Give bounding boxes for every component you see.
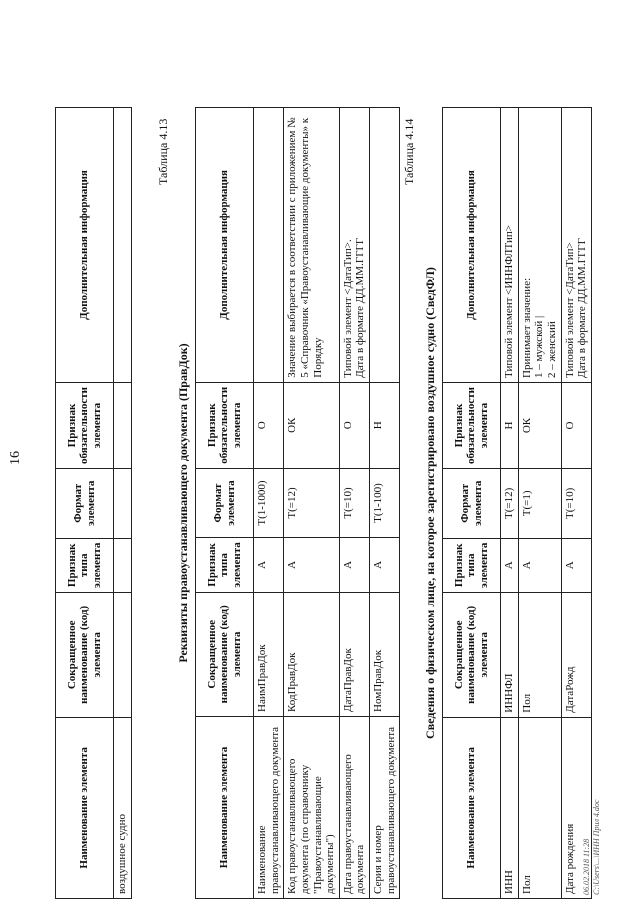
- cell-info: Типовой элемент <ИННФЛТип>: [501, 108, 519, 383]
- col-header-type: Признак типа элемента: [443, 538, 501, 592]
- cell-type: А: [339, 538, 369, 592]
- cell-code: [114, 592, 132, 717]
- cell-type: А: [518, 538, 561, 592]
- cell-required: Н: [501, 382, 519, 468]
- table-row: [339, 108, 369, 899]
- cell-name: воздушное судно: [114, 717, 132, 898]
- cell-name: Дата рождения: [561, 717, 591, 898]
- table-row: [114, 108, 132, 899]
- cell-format: [114, 469, 132, 539]
- cell-format: Т(1-1000): [254, 468, 284, 537]
- cell-type: А: [370, 538, 400, 592]
- cell-code: НомПравДок: [370, 592, 400, 716]
- cell-type: А: [561, 538, 591, 592]
- table-row: [370, 108, 400, 899]
- cell-type: А: [501, 538, 519, 592]
- file-stamp: [582, 800, 601, 895]
- table-4-13: [195, 107, 400, 899]
- col-header-required: Признак обязательности элемента: [196, 382, 254, 468]
- cell-info: [370, 108, 400, 383]
- cell-code: ИННФЛ: [501, 592, 519, 717]
- col-header-code: Сокращенное наименование (код) элемента: [196, 592, 254, 716]
- col-header-name: Наименование элемента: [443, 717, 501, 898]
- cell-format: Т(=12): [284, 468, 340, 537]
- cell-name: Пол: [518, 717, 561, 898]
- continuation-table-header: [56, 108, 114, 899]
- cell-type: [114, 538, 132, 592]
- cell-info: Значение выбирается в соответствии с приложением № 5 «Справочник «Правоустанавливающие документы» к Порядку: [284, 108, 340, 383]
- file-stamp-path: C:\Users\...\ИНН Прил 4.doc: [591, 799, 601, 895]
- cell-code: КодПравДок: [284, 592, 340, 716]
- col-header-type: Признак типа элемента: [196, 538, 254, 592]
- continuation-table: [55, 107, 132, 899]
- col-header-format: Формат элемента: [443, 469, 501, 539]
- cell-format: Т(=10): [561, 469, 591, 539]
- table-row: [501, 108, 519, 899]
- cell-name: Наименование правоустанавливающего документа: [254, 717, 284, 899]
- cell-name: ИНН: [501, 717, 519, 898]
- col-header-format: Формат элемента: [196, 468, 254, 537]
- cell-required: О: [339, 382, 369, 468]
- table-4-14: [442, 107, 592, 899]
- cell-type: А: [254, 538, 284, 592]
- cell-required: ОК: [284, 382, 340, 468]
- col-header-required: Признак обязательности элемента: [443, 382, 501, 468]
- cell-info: Типовой элемент <ДатаТип>. Дата в формате ДД.ММ.ГГГГ: [339, 108, 369, 383]
- cell-name: Дата правоустанавливающего документа: [339, 717, 369, 899]
- table-4-14-caption: Таблица 4.14: [402, 118, 416, 185]
- cell-code: Пол: [518, 592, 561, 717]
- cell-required: О: [254, 382, 284, 468]
- cell-code: НаимПравДок: [254, 592, 284, 716]
- cell-info: [254, 108, 284, 383]
- cell-info: [114, 108, 132, 383]
- col-header-required: Признак обязательности элемента: [56, 382, 114, 468]
- col-header-format: Формат элемента: [56, 469, 114, 539]
- col-header-info: Дополнительная информация: [196, 108, 254, 383]
- col-header-name: Наименование элемента: [196, 717, 254, 899]
- table-4-14-title: Сведения о физическом лице, на которое зарегистрировано воздушное судно (СведФЛ): [423, 267, 437, 739]
- cell-name: Серия и номер правоустанавливающего документа: [370, 717, 400, 899]
- cell-required: ОК: [518, 382, 561, 468]
- col-header-code: Сокращенное наименование (код) элемента: [56, 592, 114, 717]
- col-header-name: Наименование элемента: [56, 717, 114, 898]
- cell-format: Т(=12): [501, 469, 519, 539]
- cell-format: Т(1-100): [370, 468, 400, 537]
- table-row: [284, 108, 340, 899]
- cell-type: А: [284, 538, 340, 592]
- cell-code: ДатаПравДок: [339, 592, 369, 716]
- cell-format: Т(=1): [518, 469, 561, 539]
- cell-required: [114, 382, 132, 468]
- cell-required: Н: [370, 382, 400, 468]
- table-row: [254, 108, 284, 899]
- col-header-info: Дополнительная информация: [443, 108, 501, 383]
- cell-info: Принимает значение: 1 – мужской | 2 – женский: [518, 108, 561, 383]
- page-number: 16: [8, 451, 23, 465]
- table-4-13-caption: Таблица 4.13: [156, 118, 170, 185]
- table-4-13-title: Реквизиты правоустанавливающего документа (ПравДок): [176, 343, 190, 663]
- table-row: [561, 108, 591, 899]
- cell-info: Типовой элемент <ДатаТип> Дата в формате ДД.ММ.ГГГГ: [561, 108, 591, 383]
- col-header-code: Сокращенное наименование (код) элемента: [443, 592, 501, 717]
- col-header-type: Признак типа элемента: [56, 538, 114, 592]
- cell-format: Т(=10): [339, 468, 369, 537]
- table-row: [518, 108, 561, 899]
- col-header-info: Дополнительная информация: [56, 108, 114, 383]
- cell-name: Код правоустанавливающего документа (по справочнику "Правоустанавливающие документы"): [284, 717, 340, 899]
- cell-code: ДатаРожд: [561, 592, 591, 717]
- cell-required: О: [561, 382, 591, 468]
- file-stamp-date: 06.02.2018 11:28: [582, 838, 591, 895]
